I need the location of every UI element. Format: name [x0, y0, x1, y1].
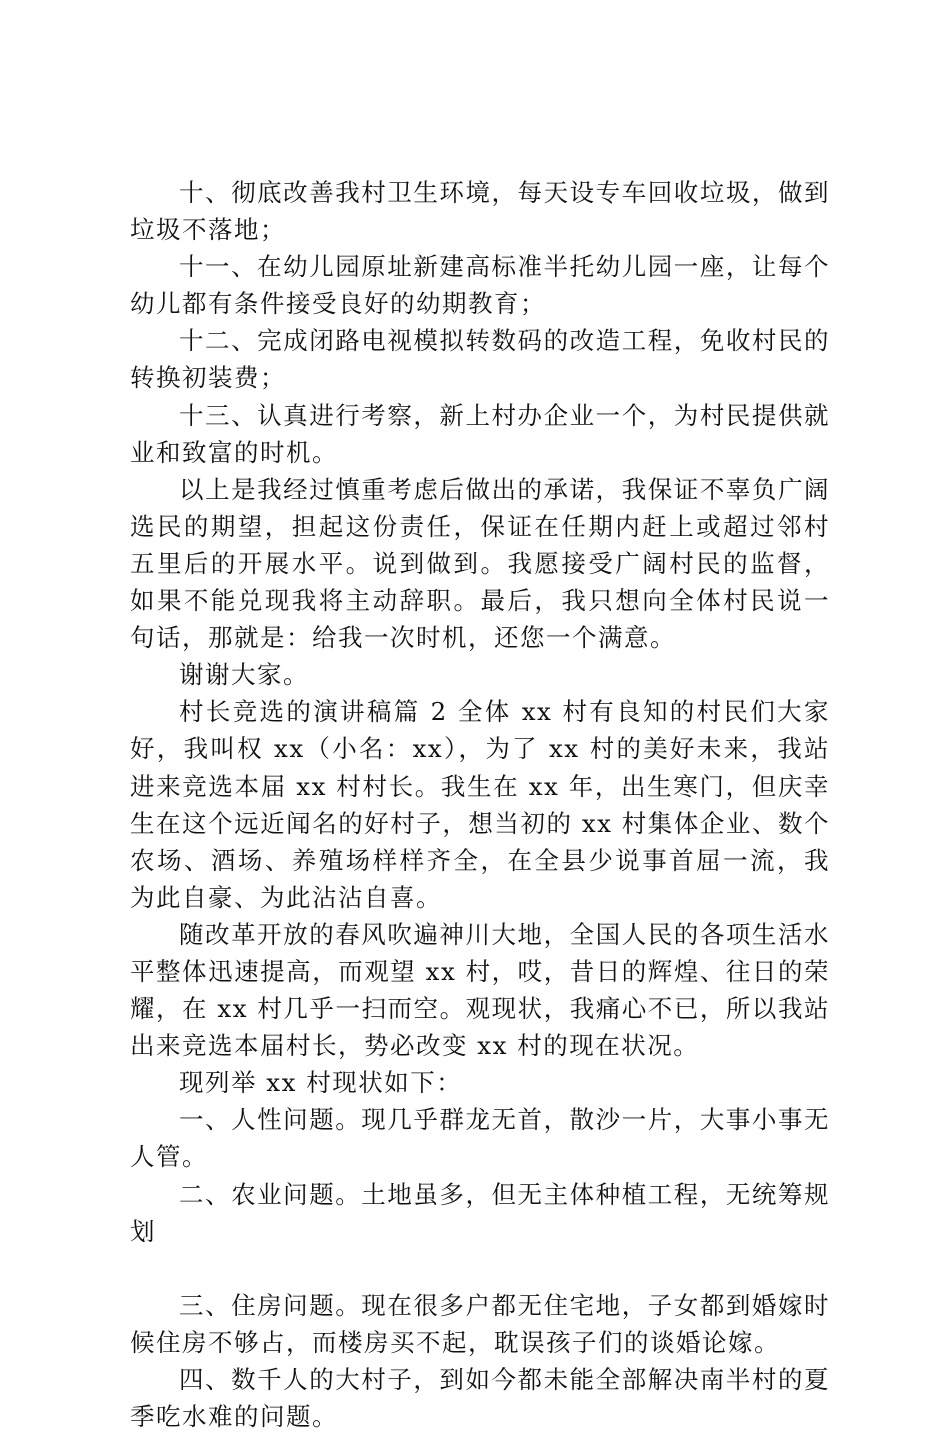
paragraph-speech-2-intro: 村长竞选的演讲稿篇 2 全体 xx 村有良知的村民们大家好，我叫权 xx（小名：xx），为了 xx 村的美好未来，我站进来竞选本届 xx 村村长。我生在 xx 年，出生寒门，但庆幸生在这个远近闻名的好村子，想当初的 xx 村集体企业、数个农场、酒场、养殖场样样齐全，在全县少说事首屈一流，我为此自豪、为此沾沾自喜。: [130, 697, 830, 912]
paragraph-item-12: 十二、完成闭路电视模拟转数码的改造工程，免收村民的转换初装费；: [130, 326, 830, 393]
paragraph-item-10: 十、彻底改善我村卫生环境，每天设专车回收垃圾，做到垃圾不落地；: [130, 178, 830, 245]
paragraph-commitment: 以上是我经过慎重考虑后做出的承诺，我保证不辜负广阔选民的期望，担起这份责任，保证在任期内赶上或超过邻村五里后的开展水平。说到做到。我愿接受广阔村民的监督，如果不能兑现我将主动辞职。最后，我只想向全体村民说一句话，那就是：给我一次时机，还您一个满意。: [130, 474, 830, 653]
paragraph-status-heading: 现列举 xx 村现状如下：: [179, 1068, 463, 1098]
paragraph-issue-4: 四、数千人的大村子，到如今都未能全部解决南半村的夏季吃水难的问题。: [130, 1365, 830, 1432]
paragraph-issue-1: 一、人性问题。现几乎群龙无首，散沙一片，大事小事无人管。: [130, 1105, 830, 1172]
paragraph-issue-3: 三、住房问题。现在很多户都无住宅地，子女都到婚嫁时候住房不够占，而楼房买不起，耽误孩子们的谈婚论嫁。: [130, 1290, 830, 1357]
paragraph-thanks: 谢谢大家。: [179, 660, 309, 690]
paragraph-issue-2: 二、农业问题。土地虽多，但无主体种植工程，无统筹规划: [130, 1179, 830, 1246]
paragraph-item-13: 十三、认真进行考察，新上村办企业一个，为村民提供就业和致富的时机。: [130, 400, 830, 467]
blank-line: [130, 1250, 830, 1287]
document-body: [130, 174, 830, 1435]
paragraph-item-11: 十一、在幼儿园原址新建高标准半托幼儿园一座，让每个幼儿都有条件接受良好的幼期教育；: [130, 252, 830, 319]
paragraph-reform: 随改革开放的春风吹遍神川大地，全国人民的各项生活水平整体迅速提高，而观望 xx 村，哎，昔日的辉煌、往日的荣耀，在 xx 村几乎一扫而空。观现状，我痛心不已，所以我站出来竞选本届村长，势必改变 xx 村的现在状况。: [130, 919, 830, 1061]
